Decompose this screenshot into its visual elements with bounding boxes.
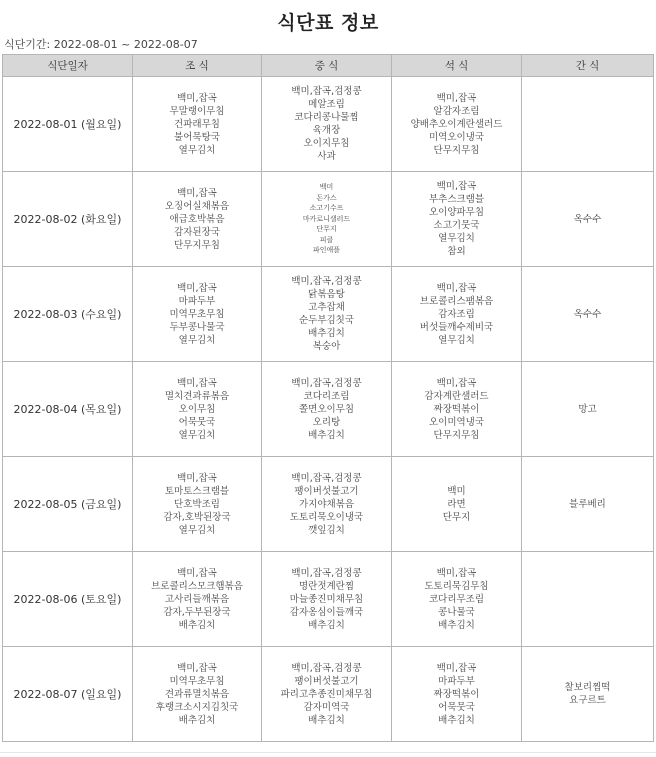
dinner-cell bbox=[392, 552, 522, 647]
menu-item: 오이양파무침 bbox=[428, 207, 485, 218]
menu-item: 배추김치 bbox=[178, 714, 216, 726]
menu-item: 마파두부 bbox=[438, 675, 475, 687]
menu-item: 소고기뭇국 bbox=[433, 220, 480, 231]
menu-item: 참외 bbox=[447, 246, 466, 257]
menu-item: 도토리묵김무침 bbox=[424, 580, 489, 592]
menu-item: 깻잎김치 bbox=[308, 524, 345, 536]
table-row bbox=[3, 362, 654, 457]
menu-item: 코다리무조림 bbox=[428, 593, 485, 605]
table-row bbox=[3, 552, 654, 647]
lunch-cell bbox=[262, 77, 392, 172]
menu-item: 감자옹심이들깨국 bbox=[289, 606, 364, 618]
menu-table bbox=[2, 54, 654, 742]
menu-item: 배추김치 bbox=[308, 429, 345, 441]
snack-cell bbox=[522, 172, 654, 267]
menu-item: 단무지무침 bbox=[174, 239, 220, 251]
header-date: 식단일자 bbox=[3, 55, 133, 77]
menu-item: 백미,잡곡 bbox=[436, 567, 477, 579]
menu-item: 감자,두부된장국 bbox=[163, 606, 231, 618]
menu-item: 불어묵탕국 bbox=[174, 131, 220, 143]
menu-item: 버섯들깨수제비국 bbox=[419, 321, 494, 333]
header-snack: 간 식 bbox=[522, 55, 654, 77]
menu-item: 양배추오이계란샐러드 bbox=[410, 118, 503, 130]
menu-item: 돈가스 bbox=[316, 193, 337, 202]
snack-cell bbox=[522, 647, 654, 742]
menu-item: 배추김치 bbox=[308, 328, 345, 339]
dinner-cell bbox=[392, 172, 522, 267]
menu-item: 콩나물국 bbox=[438, 606, 475, 618]
menu-item: 라면 bbox=[447, 498, 466, 510]
menu-item: 건파래무침 bbox=[174, 118, 220, 130]
menu-item: 소고기수프 bbox=[309, 204, 344, 213]
menu-item: 열무김치 bbox=[438, 233, 475, 244]
menu-item: 미역무초무침 bbox=[169, 308, 225, 320]
menu-date-cell: 2022-08-01 (월요일) bbox=[3, 77, 133, 172]
lunch-cell bbox=[262, 172, 392, 267]
menu-item: 복숭아 bbox=[312, 341, 341, 352]
menu-item: 단무지무침 bbox=[433, 144, 480, 156]
table-row bbox=[3, 647, 654, 742]
breakfast-cell bbox=[133, 457, 262, 552]
menu-item: 순두부김칫국 bbox=[298, 315, 355, 326]
menu-item: 열무김치 bbox=[178, 524, 216, 536]
menu-item: 미역오이냉국 bbox=[428, 131, 485, 143]
menu-item: 미역무초무침 bbox=[169, 675, 225, 687]
menu-item: 사과 bbox=[317, 151, 336, 162]
snack-cell bbox=[522, 552, 654, 647]
menu-item: 두부콩나물국 bbox=[169, 321, 225, 333]
menu-item: 멸치견과류볶음 bbox=[164, 390, 230, 402]
menu-item: 팽이버섯불고기 bbox=[294, 675, 359, 687]
menu-item: 가지야채볶음 bbox=[298, 498, 355, 510]
menu-item: 백미,잡곡 bbox=[177, 187, 217, 199]
breakfast-cell bbox=[133, 172, 262, 267]
dinner-cell bbox=[392, 362, 522, 457]
menu-item: 고사리들깨볶음 bbox=[164, 593, 230, 605]
menu-item: 감자된장국 bbox=[174, 226, 220, 238]
menu-item: 요구르트 bbox=[569, 695, 606, 706]
menu-item: 어묵뭇국 bbox=[178, 416, 216, 428]
menu-item: 백미,잡곡 bbox=[177, 472, 217, 484]
table-row bbox=[3, 172, 654, 267]
header-row bbox=[3, 55, 654, 77]
page-divider bbox=[0, 752, 656, 753]
menu-item: 백미,잡곡,검정콩 bbox=[291, 662, 362, 674]
menu-item: 육개장 bbox=[312, 125, 341, 136]
menu-item: 옥수수 bbox=[573, 308, 602, 320]
menu-item: 백미,잡곡 bbox=[177, 92, 217, 104]
menu-item: 백미,잡곡 bbox=[177, 377, 217, 389]
snack-cell bbox=[522, 457, 654, 552]
menu-item: 오징어실채볶음 bbox=[164, 200, 230, 212]
menu-item: 배추김치 bbox=[438, 714, 475, 726]
menu-item: 코다리콩나물찜 bbox=[294, 112, 359, 123]
menu-date-cell: 2022-08-07 (일요일) bbox=[3, 647, 133, 742]
menu-item: 백미,잡곡,검정콩 bbox=[291, 472, 362, 484]
menu-item: 백미,잡곡 bbox=[436, 662, 477, 674]
menu-date-cell: 2022-08-02 (화요일) bbox=[3, 172, 133, 267]
menu-item: 견과류멸치볶음 bbox=[164, 688, 230, 700]
menu-date-cell: 2022-08-03 (수요일) bbox=[3, 267, 133, 362]
table-row bbox=[3, 77, 654, 172]
menu-item: 백미,잡곡 bbox=[436, 282, 477, 294]
menu-item: 옥수수 bbox=[573, 213, 602, 225]
lunch-cell bbox=[262, 552, 392, 647]
menu-item: 백미,잡곡,검정콩 bbox=[291, 377, 362, 389]
menu-item: 애급호박볶음 bbox=[169, 213, 225, 225]
menu-item: 단무지 bbox=[316, 225, 337, 234]
menu-item: 블루베리 bbox=[569, 498, 606, 510]
menu-item: 열무김치 bbox=[438, 334, 475, 346]
menu-item: 브로콜리스모크햄볶음 bbox=[151, 580, 243, 592]
menu-item: 쫄면오이무침 bbox=[298, 403, 355, 415]
menu-item: 마카로니샐러드 bbox=[302, 214, 351, 223]
menu-item: 무말랭이무침 bbox=[169, 105, 225, 117]
header-lunch: 중 식 bbox=[262, 55, 392, 77]
lunch-cell bbox=[262, 362, 392, 457]
snack-cell bbox=[522, 362, 654, 457]
menu-item: 열무김치 bbox=[178, 334, 216, 346]
menu-item: 망고 bbox=[578, 403, 597, 415]
menu-item: 짜장떡볶이 bbox=[433, 688, 480, 700]
menu-item: 배추김치 bbox=[308, 714, 345, 726]
menu-item: 백미,잡곡 bbox=[177, 567, 217, 579]
menu-item: 마늘종진미채무침 bbox=[289, 593, 364, 605]
menu-item: 감자미역국 bbox=[303, 701, 350, 713]
menu-period: 식단기간: 2022-08-01 ~ 2022-08-07 bbox=[4, 38, 198, 51]
menu-item: 파인애플 bbox=[312, 246, 341, 255]
breakfast-cell bbox=[133, 267, 262, 362]
header-breakfast: 조 식 bbox=[133, 55, 262, 77]
menu-item: 백미 bbox=[447, 485, 466, 497]
menu-item: 팽이버섯불고기 bbox=[294, 485, 359, 497]
menu-item: 메알조림 bbox=[308, 99, 345, 110]
menu-item: 찰보리찜떡 bbox=[564, 682, 611, 693]
snack-cell bbox=[522, 267, 654, 362]
menu-item: 백미 bbox=[319, 183, 334, 192]
dinner-cell bbox=[392, 647, 522, 742]
menu-item: 백미,잡곡 bbox=[177, 282, 217, 294]
menu-item: 배추김치 bbox=[438, 619, 475, 631]
menu-item: 단무지무침 bbox=[433, 429, 480, 441]
snack-cell bbox=[522, 77, 654, 172]
menu-item: 브로콜리스팸볶음 bbox=[419, 295, 494, 307]
menu-item: 토마토스크램블 bbox=[164, 485, 230, 497]
menu-item: 명란젓계란찜 bbox=[298, 580, 355, 592]
menu-item: 짜장떡볶이 bbox=[433, 403, 480, 415]
dinner-cell bbox=[392, 77, 522, 172]
menu-item: 감자,호박된장국 bbox=[163, 511, 231, 523]
menu-item: 오리탕 bbox=[312, 416, 341, 428]
menu-item: 백미,잡곡 bbox=[436, 92, 477, 104]
menu-item: 백미,잡곡,검정콩 bbox=[291, 86, 362, 97]
menu-item: 닭볶음탕 bbox=[308, 289, 345, 300]
menu-item: 백미,잡곡,검정콩 bbox=[291, 567, 362, 579]
menu-item: 도토리묵오이냉국 bbox=[289, 511, 364, 523]
dinner-cell bbox=[392, 267, 522, 362]
menu-item: 열무김치 bbox=[178, 429, 216, 441]
menu-item: 오이미역냉국 bbox=[428, 416, 485, 428]
lunch-cell bbox=[262, 647, 392, 742]
table-row bbox=[3, 457, 654, 552]
menu-item: 감자조림 bbox=[438, 308, 475, 320]
menu-item: 백미,잡곡 bbox=[436, 377, 477, 389]
menu-item: 마파두부 bbox=[178, 295, 216, 307]
menu-item: 배추김치 bbox=[178, 619, 216, 631]
menu-item: 백미,잡곡 bbox=[436, 181, 477, 192]
menu-date-cell: 2022-08-04 (목요일) bbox=[3, 362, 133, 457]
menu-item: 파리고추종진미채무침 bbox=[280, 688, 373, 700]
menu-item: 코다리조림 bbox=[303, 390, 350, 402]
menu-item: 어묵뭇국 bbox=[438, 701, 475, 713]
menu-item: 단무지 bbox=[442, 511, 471, 523]
menu-item: 백미,잡곡 bbox=[177, 662, 217, 674]
menu-item: 고추잡채 bbox=[308, 302, 345, 313]
menu-item: 알감자조림 bbox=[433, 105, 480, 117]
menu-item: 감자계란샐러드 bbox=[424, 390, 489, 402]
lunch-cell bbox=[262, 267, 392, 362]
header-dinner: 석 식 bbox=[392, 55, 522, 77]
menu-item: 단호박조림 bbox=[174, 498, 220, 510]
breakfast-cell bbox=[133, 77, 262, 172]
breakfast-cell bbox=[133, 362, 262, 457]
menu-item: 오이무침 bbox=[178, 403, 216, 415]
menu-date-cell: 2022-08-05 (금요일) bbox=[3, 457, 133, 552]
menu-item: 부추스크램블 bbox=[428, 194, 485, 205]
breakfast-cell bbox=[133, 647, 262, 742]
table-row bbox=[3, 267, 654, 362]
menu-item: 백미,잡곡,검정콩 bbox=[291, 276, 362, 287]
lunch-cell bbox=[262, 457, 392, 552]
menu-item: 오이지무침 bbox=[303, 138, 350, 149]
menu-item: 배추김치 bbox=[308, 619, 345, 631]
menu-item: 열무김치 bbox=[178, 144, 216, 156]
menu-item: 후랭크소시지김칫국 bbox=[155, 701, 239, 713]
menu-date-cell: 2022-08-06 (토요일) bbox=[3, 552, 133, 647]
page-title: 식단표 정보 bbox=[277, 12, 379, 34]
dinner-cell bbox=[392, 457, 522, 552]
breakfast-cell bbox=[133, 552, 262, 647]
menu-item: 피클 bbox=[319, 235, 334, 244]
